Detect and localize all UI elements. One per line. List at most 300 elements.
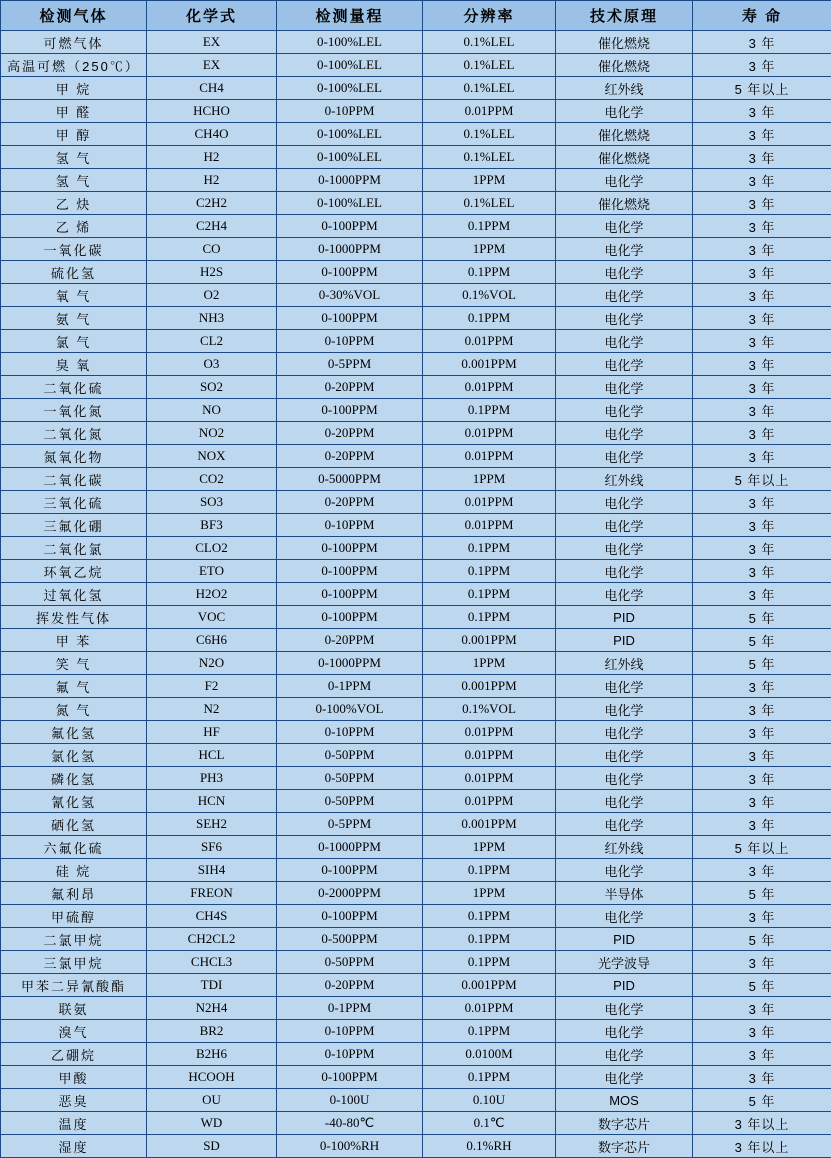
cell-gas: 硅 烷 (1, 859, 147, 882)
cell-principle: 红外线 (556, 652, 693, 675)
cell-principle: 电化学 (556, 399, 693, 422)
table-row (1, 836, 831, 859)
cell-principle: 数字芯片 (556, 1135, 693, 1158)
table-row (1, 698, 831, 721)
cell-formula: CO2 (147, 468, 277, 491)
table-row (1, 238, 831, 261)
cell-formula: EX (147, 54, 277, 77)
cell-lifespan: 3 年 (693, 31, 831, 54)
cell-range: 0-10PPM (277, 514, 423, 537)
cell-range: 0-100PPM (277, 261, 423, 284)
cell-gas: 二氧化碳 (1, 468, 147, 491)
cell-formula: NO (147, 399, 277, 422)
cell-lifespan: 3 年 (693, 146, 831, 169)
column-header-formula: 化学式 (147, 1, 277, 31)
table-row (1, 31, 831, 54)
cell-principle: 电化学 (556, 583, 693, 606)
cell-lifespan: 3 年 (693, 790, 831, 813)
cell-range: 0-10PPM (277, 100, 423, 123)
cell-range: 0-100PPM (277, 560, 423, 583)
cell-resolution: 0.1%LEL (423, 123, 556, 146)
cell-resolution: 0.1PPM (423, 606, 556, 629)
cell-principle: 半导体 (556, 882, 693, 905)
cell-gas: 乙硼烷 (1, 1043, 147, 1066)
cell-gas: 联氨 (1, 997, 147, 1020)
cell-resolution: 0.1PPM (423, 1020, 556, 1043)
cell-gas: 甲 醇 (1, 123, 147, 146)
table-row (1, 54, 831, 77)
table-row (1, 767, 831, 790)
cell-range: 0-100%LEL (277, 77, 423, 100)
cell-resolution: 0.1PPM (423, 928, 556, 951)
cell-formula: N2H4 (147, 997, 277, 1020)
cell-range: 0-50PPM (277, 790, 423, 813)
cell-formula: C6H6 (147, 629, 277, 652)
cell-range: 0-500PPM (277, 928, 423, 951)
cell-principle: 电化学 (556, 100, 693, 123)
cell-lifespan: 3 年 (693, 560, 831, 583)
cell-range: 0-100PPM (277, 399, 423, 422)
cell-resolution: 0.01PPM (423, 514, 556, 537)
table-row (1, 813, 831, 836)
cell-formula: N2 (147, 698, 277, 721)
cell-gas: 恶臭 (1, 1089, 147, 1112)
cell-gas: 挥发性气体 (1, 606, 147, 629)
cell-lifespan: 3 年 (693, 537, 831, 560)
table-header-row (1, 1, 831, 31)
cell-principle: 电化学 (556, 330, 693, 353)
cell-principle: PID (556, 629, 693, 652)
cell-resolution: 1PPM (423, 652, 556, 675)
cell-principle: 电化学 (556, 353, 693, 376)
cell-resolution: 0.1PPM (423, 560, 556, 583)
cell-formula: EX (147, 31, 277, 54)
cell-lifespan: 3 年 (693, 445, 831, 468)
cell-resolution: 0.001PPM (423, 813, 556, 836)
cell-resolution: 0.1%LEL (423, 31, 556, 54)
cell-range: 0-20PPM (277, 491, 423, 514)
cell-lifespan: 3 年 (693, 583, 831, 606)
cell-formula: CL2 (147, 330, 277, 353)
cell-principle: 电化学 (556, 169, 693, 192)
table-row (1, 537, 831, 560)
cell-lifespan: 3 年以上 (693, 1112, 831, 1135)
cell-gas: 三氧化硫 (1, 491, 147, 514)
cell-gas: 氢 气 (1, 146, 147, 169)
table-row (1, 491, 831, 514)
cell-principle: 催化燃烧 (556, 192, 693, 215)
cell-formula: F2 (147, 675, 277, 698)
cell-gas: 乙 炔 (1, 192, 147, 215)
table-row (1, 928, 831, 951)
cell-range: 0-100%LEL (277, 123, 423, 146)
cell-lifespan: 3 年 (693, 744, 831, 767)
cell-resolution: 0.1%LEL (423, 77, 556, 100)
cell-resolution: 0.0100M (423, 1043, 556, 1066)
cell-principle: 电化学 (556, 514, 693, 537)
cell-range: 0-100%LEL (277, 146, 423, 169)
table-row (1, 468, 831, 491)
table-row (1, 514, 831, 537)
cell-formula: CH4S (147, 905, 277, 928)
cell-lifespan: 5 年 (693, 606, 831, 629)
cell-resolution: 0.1PPM (423, 215, 556, 238)
cell-range: 0-20PPM (277, 422, 423, 445)
cell-resolution: 0.001PPM (423, 629, 556, 652)
cell-lifespan: 3 年 (693, 491, 831, 514)
cell-formula: HCHO (147, 100, 277, 123)
cell-range: 0-1000PPM (277, 836, 423, 859)
cell-resolution: 0.01PPM (423, 744, 556, 767)
cell-resolution: 0.01PPM (423, 491, 556, 514)
cell-gas: 甲 苯 (1, 629, 147, 652)
table-row (1, 606, 831, 629)
cell-principle: 电化学 (556, 284, 693, 307)
cell-range: 0-100PPM (277, 606, 423, 629)
cell-range: 0-50PPM (277, 767, 423, 790)
cell-lifespan: 3 年 (693, 951, 831, 974)
cell-lifespan: 5 年以上 (693, 468, 831, 491)
cell-principle: 电化学 (556, 376, 693, 399)
cell-lifespan: 5 年 (693, 928, 831, 951)
cell-formula: HF (147, 721, 277, 744)
cell-resolution: 0.1PPM (423, 905, 556, 928)
cell-principle: 电化学 (556, 859, 693, 882)
cell-gas: 甲 烷 (1, 77, 147, 100)
cell-lifespan: 3 年 (693, 376, 831, 399)
cell-range: 0-100%LEL (277, 192, 423, 215)
cell-resolution: 0.1PPM (423, 1066, 556, 1089)
cell-resolution: 0.1PPM (423, 537, 556, 560)
cell-resolution: 0.01PPM (423, 721, 556, 744)
cell-gas: 磷化氢 (1, 767, 147, 790)
cell-formula: SF6 (147, 836, 277, 859)
cell-gas: 环氧乙烷 (1, 560, 147, 583)
cell-lifespan: 3 年 (693, 399, 831, 422)
cell-range: 0-2000PPM (277, 882, 423, 905)
cell-range: 0-100%VOL (277, 698, 423, 721)
cell-resolution: 0.001PPM (423, 675, 556, 698)
cell-principle: 电化学 (556, 721, 693, 744)
table-row (1, 859, 831, 882)
cell-resolution: 0.1PPM (423, 307, 556, 330)
table-row (1, 1089, 831, 1112)
table-row (1, 974, 831, 997)
cell-gas: 乙 烯 (1, 215, 147, 238)
cell-gas: 氧 气 (1, 284, 147, 307)
table-row (1, 997, 831, 1020)
cell-gas: 甲硫醇 (1, 905, 147, 928)
cell-lifespan: 3 年 (693, 1043, 831, 1066)
cell-resolution: 0.01PPM (423, 100, 556, 123)
cell-resolution: 0.1PPM (423, 859, 556, 882)
cell-principle: 电化学 (556, 215, 693, 238)
cell-principle: 电化学 (556, 560, 693, 583)
cell-resolution: 0.1PPM (423, 951, 556, 974)
cell-principle: 红外线 (556, 468, 693, 491)
cell-lifespan: 5 年以上 (693, 77, 831, 100)
cell-principle: 催化燃烧 (556, 31, 693, 54)
cell-gas: 氟 气 (1, 675, 147, 698)
cell-lifespan: 3 年 (693, 215, 831, 238)
cell-lifespan: 3 年 (693, 54, 831, 77)
cell-principle: 电化学 (556, 905, 693, 928)
cell-formula: H2S (147, 261, 277, 284)
cell-formula: SEH2 (147, 813, 277, 836)
table-row (1, 583, 831, 606)
table-row (1, 790, 831, 813)
table-row (1, 169, 831, 192)
cell-range: 0-100PPM (277, 905, 423, 928)
cell-resolution: 0.01PPM (423, 790, 556, 813)
cell-principle: 电化学 (556, 238, 693, 261)
cell-resolution: 1PPM (423, 836, 556, 859)
cell-principle: 电化学 (556, 491, 693, 514)
cell-range: 0-100PPM (277, 583, 423, 606)
table-row (1, 353, 831, 376)
cell-lifespan: 3 年 (693, 238, 831, 261)
table-row (1, 376, 831, 399)
cell-range: 0-5PPM (277, 353, 423, 376)
cell-range: 0-20PPM (277, 974, 423, 997)
cell-range: 0-100U (277, 1089, 423, 1112)
cell-formula: HCN (147, 790, 277, 813)
cell-principle: 电化学 (556, 1043, 693, 1066)
cell-gas: 甲酸 (1, 1066, 147, 1089)
cell-range: 0-100PPM (277, 537, 423, 560)
cell-principle: 电化学 (556, 1020, 693, 1043)
table-row (1, 905, 831, 928)
cell-formula: CLO2 (147, 537, 277, 560)
cell-lifespan: 5 年以上 (693, 836, 831, 859)
table-row (1, 77, 831, 100)
cell-gas: 一氧化氮 (1, 399, 147, 422)
cell-gas: 甲苯二异氰酸酯 (1, 974, 147, 997)
cell-resolution: 0.001PPM (423, 974, 556, 997)
cell-lifespan: 5 年 (693, 882, 831, 905)
table-row (1, 399, 831, 422)
table-row (1, 744, 831, 767)
cell-resolution: 0.1%RH (423, 1135, 556, 1158)
cell-range: 0-1PPM (277, 997, 423, 1020)
cell-range: 0-100%LEL (277, 54, 423, 77)
cell-formula: O2 (147, 284, 277, 307)
table-row (1, 445, 831, 468)
table-body (1, 31, 831, 1158)
cell-principle: 电化学 (556, 767, 693, 790)
column-header-range: 检测量程 (277, 1, 423, 31)
cell-principle: 电化学 (556, 698, 693, 721)
table-row (1, 560, 831, 583)
cell-lifespan: 5 年 (693, 974, 831, 997)
table-row (1, 629, 831, 652)
cell-gas: 一氧化碳 (1, 238, 147, 261)
cell-formula: WD (147, 1112, 277, 1135)
cell-gas: 氟利昂 (1, 882, 147, 905)
cell-formula: H2 (147, 146, 277, 169)
cell-formula: NO2 (147, 422, 277, 445)
cell-principle: MOS (556, 1089, 693, 1112)
cell-gas: 氢 气 (1, 169, 147, 192)
table-row (1, 261, 831, 284)
cell-formula: C2H2 (147, 192, 277, 215)
table-row (1, 652, 831, 675)
table-row (1, 675, 831, 698)
cell-gas: 硫化氢 (1, 261, 147, 284)
cell-formula: CH2CL2 (147, 928, 277, 951)
cell-range: 0-100PPM (277, 1066, 423, 1089)
table-row (1, 146, 831, 169)
cell-range: 0-100PPM (277, 215, 423, 238)
cell-lifespan: 3 年 (693, 353, 831, 376)
cell-formula: HCOOH (147, 1066, 277, 1089)
cell-gas: 氟化氢 (1, 721, 147, 744)
cell-lifespan: 3 年 (693, 859, 831, 882)
column-header-resolution: 分辨率 (423, 1, 556, 31)
cell-resolution: 0.1%VOL (423, 698, 556, 721)
cell-principle: 电化学 (556, 813, 693, 836)
cell-principle: 电化学 (556, 307, 693, 330)
cell-gas: 三氯甲烷 (1, 951, 147, 974)
cell-formula: B2H6 (147, 1043, 277, 1066)
cell-formula: C2H4 (147, 215, 277, 238)
cell-formula: HCL (147, 744, 277, 767)
cell-range: 0-1000PPM (277, 169, 423, 192)
table-row (1, 721, 831, 744)
cell-range: 0-10PPM (277, 721, 423, 744)
table-row (1, 422, 831, 445)
cell-formula: PH3 (147, 767, 277, 790)
column-header-gas: 检测气体 (1, 1, 147, 31)
cell-lifespan: 3 年 (693, 100, 831, 123)
cell-gas: 湿度 (1, 1135, 147, 1158)
cell-principle: 红外线 (556, 836, 693, 859)
cell-resolution: 1PPM (423, 468, 556, 491)
cell-lifespan: 3 年 (693, 813, 831, 836)
table-row (1, 951, 831, 974)
cell-formula: CO (147, 238, 277, 261)
cell-range: 0-20PPM (277, 376, 423, 399)
cell-resolution: 0.01PPM (423, 997, 556, 1020)
table-row (1, 882, 831, 905)
cell-lifespan: 3 年 (693, 1066, 831, 1089)
cell-formula: SIH4 (147, 859, 277, 882)
cell-lifespan: 3 年 (693, 307, 831, 330)
cell-formula: FREON (147, 882, 277, 905)
cell-resolution: 0.01PPM (423, 422, 556, 445)
cell-resolution: 0.01PPM (423, 376, 556, 399)
cell-principle: 电化学 (556, 790, 693, 813)
cell-gas: 氯 气 (1, 330, 147, 353)
cell-resolution: 0.10U (423, 1089, 556, 1112)
cell-principle: 电化学 (556, 422, 693, 445)
cell-formula: NH3 (147, 307, 277, 330)
cell-formula: CHCL3 (147, 951, 277, 974)
cell-resolution: 0.01PPM (423, 330, 556, 353)
cell-range: 0-5000PPM (277, 468, 423, 491)
cell-range: 0-10PPM (277, 1043, 423, 1066)
cell-principle: 红外线 (556, 77, 693, 100)
cell-gas: 二氧化硫 (1, 376, 147, 399)
cell-range: 0-1PPM (277, 675, 423, 698)
cell-resolution: 0.001PPM (423, 353, 556, 376)
cell-range: 0-50PPM (277, 951, 423, 974)
table-row (1, 215, 831, 238)
cell-principle: 电化学 (556, 997, 693, 1020)
cell-gas: 笑 气 (1, 652, 147, 675)
cell-resolution: 0.1PPM (423, 261, 556, 284)
cell-principle: 催化燃烧 (556, 123, 693, 146)
cell-formula: CH4O (147, 123, 277, 146)
cell-formula: CH4 (147, 77, 277, 100)
cell-principle: PID (556, 606, 693, 629)
cell-lifespan: 3 年 (693, 1020, 831, 1043)
cell-formula: SO3 (147, 491, 277, 514)
cell-resolution: 1PPM (423, 169, 556, 192)
table-row (1, 1020, 831, 1043)
cell-gas: 三氟化硼 (1, 514, 147, 537)
cell-gas: 氰化氢 (1, 790, 147, 813)
cell-resolution: 0.1%LEL (423, 146, 556, 169)
cell-lifespan: 3 年 (693, 514, 831, 537)
cell-gas: 氯化氢 (1, 744, 147, 767)
cell-formula: H2O2 (147, 583, 277, 606)
cell-resolution: 1PPM (423, 238, 556, 261)
cell-range: 0-10PPM (277, 330, 423, 353)
cell-lifespan: 3 年 (693, 767, 831, 790)
cell-gas: 甲 醛 (1, 100, 147, 123)
cell-lifespan: 3 年 (693, 698, 831, 721)
cell-lifespan: 3 年 (693, 422, 831, 445)
table-row (1, 307, 831, 330)
cell-gas: 高温可燃（250℃） (1, 54, 147, 77)
cell-range: 0-5PPM (277, 813, 423, 836)
cell-gas: 氮氧化物 (1, 445, 147, 468)
cell-formula: TDI (147, 974, 277, 997)
cell-gas: 温度 (1, 1112, 147, 1135)
cell-gas: 可燃气体 (1, 31, 147, 54)
cell-lifespan: 5 年 (693, 652, 831, 675)
cell-formula: ETO (147, 560, 277, 583)
cell-range: 0-100%RH (277, 1135, 423, 1158)
cell-principle: 电化学 (556, 445, 693, 468)
cell-resolution: 0.1℃ (423, 1112, 556, 1135)
cell-principle: 电化学 (556, 675, 693, 698)
cell-gas: 二氧化氯 (1, 537, 147, 560)
cell-lifespan: 5 年 (693, 1089, 831, 1112)
cell-principle: 电化学 (556, 1066, 693, 1089)
cell-range: 0-100PPM (277, 859, 423, 882)
cell-range: 0-100%LEL (277, 31, 423, 54)
cell-lifespan: 3 年 (693, 169, 831, 192)
cell-resolution: 0.1PPM (423, 583, 556, 606)
table-row (1, 100, 831, 123)
cell-resolution: 0.01PPM (423, 445, 556, 468)
table-row (1, 123, 831, 146)
cell-principle: 催化燃烧 (556, 54, 693, 77)
cell-range: 0-30%VOL (277, 284, 423, 307)
column-header-principle: 技术原理 (556, 1, 693, 31)
table-row (1, 1135, 831, 1158)
table-row (1, 1043, 831, 1066)
cell-resolution: 0.01PPM (423, 767, 556, 790)
table-row (1, 330, 831, 353)
cell-formula: VOC (147, 606, 277, 629)
cell-resolution: 0.1%LEL (423, 192, 556, 215)
cell-range: 0-10PPM (277, 1020, 423, 1043)
cell-resolution: 0.1%LEL (423, 54, 556, 77)
column-header-lifespan: 寿 命 (693, 1, 831, 31)
